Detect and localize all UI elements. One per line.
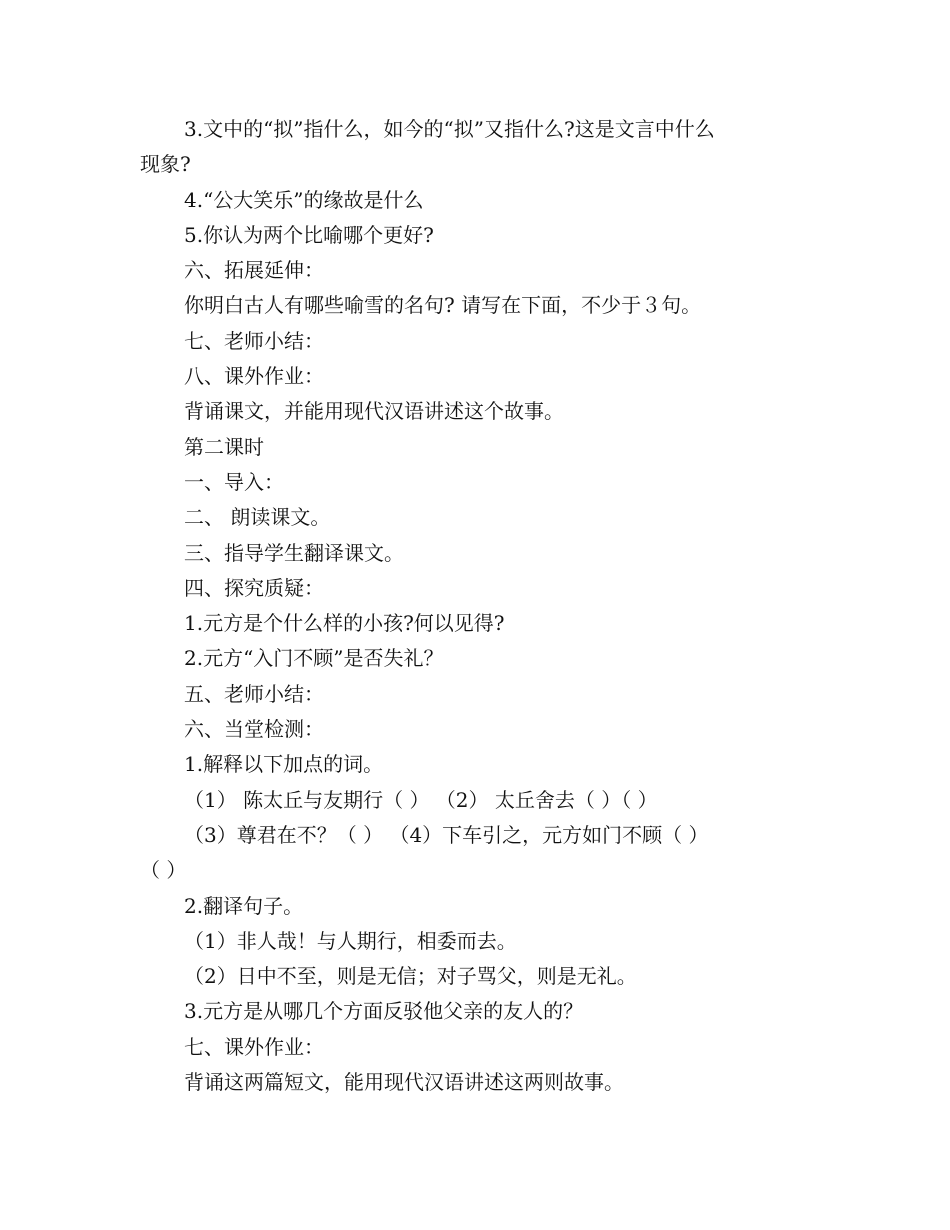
homework-text: 背诵课文，并能用现代汉语讲述这个故事。 xyxy=(184,399,564,424)
test-items-1-2: （1） 陈太丘与友期行（ ） （2） 太丘舍去（ ）（ ） xyxy=(184,787,658,812)
question-3-line-2: 现象? xyxy=(140,152,191,177)
question-3-line-1: 3.文中的“拟”指什么，如今的“拟”又指什么?这是文言中什么 xyxy=(184,117,715,141)
section-heading-test: 六、当堂检测： xyxy=(184,717,324,742)
translate-sentence-1: （1）非人哉！与人期行，相委而去。 xyxy=(184,928,517,953)
lesson-2-title: 第二课时 xyxy=(184,434,264,459)
test-items-3-4: （3）尊君在不？（ ） （4）下车引之，元方如门不顾（ ） xyxy=(184,822,709,847)
extension-text: 你明白古人有哪些喻雪的名句? 请写在下面，不少于３句。 xyxy=(184,293,702,318)
translate-sentence-2: （2）日中不至，则是无信；对子骂父，则是无礼。 xyxy=(184,964,637,989)
document-body xyxy=(140,112,820,1100)
inquiry-question-2: 2.元方“入门不顾”是否失礼？ xyxy=(184,646,444,671)
test-question-3: 3.元方是从哪几个方面反驳他父亲的友人的？ xyxy=(184,999,584,1024)
question-4: 4.“公大笑乐”的缘故是什么 xyxy=(184,187,424,212)
test-question-1: 1.解释以下加点的词。 xyxy=(184,752,384,777)
inquiry-question-1: 1.元方是个什么样的小孩?何以见得? xyxy=(184,611,505,636)
test-question-2: 2.翻译句子。 xyxy=(184,893,304,918)
section-heading-homework-2: 七、课外作业： xyxy=(184,1034,324,1059)
section-heading-intro: 一、导入： xyxy=(184,469,284,494)
test-items-continuation: （ ） xyxy=(140,858,187,883)
section-heading-homework: 八、课外作业： xyxy=(184,364,324,389)
section-heading-reading: 二、 朗读课文。 xyxy=(184,505,331,530)
section-heading-summary: 七、老师小结： xyxy=(184,328,324,353)
homework-text-2: 背诵这两篇短文，能用现代汉语讲述这两则故事。 xyxy=(184,1070,624,1095)
section-heading-extension: 六、拓展延伸： xyxy=(184,258,324,283)
section-heading-summary-2: 五、老师小结： xyxy=(184,681,324,706)
section-heading-translation: 三、指导学生翻译课文。 xyxy=(184,540,404,565)
question-5: 5.你认为两个比喻哪个更好? xyxy=(184,222,434,247)
section-heading-inquiry: 四、探究质疑： xyxy=(184,575,324,600)
